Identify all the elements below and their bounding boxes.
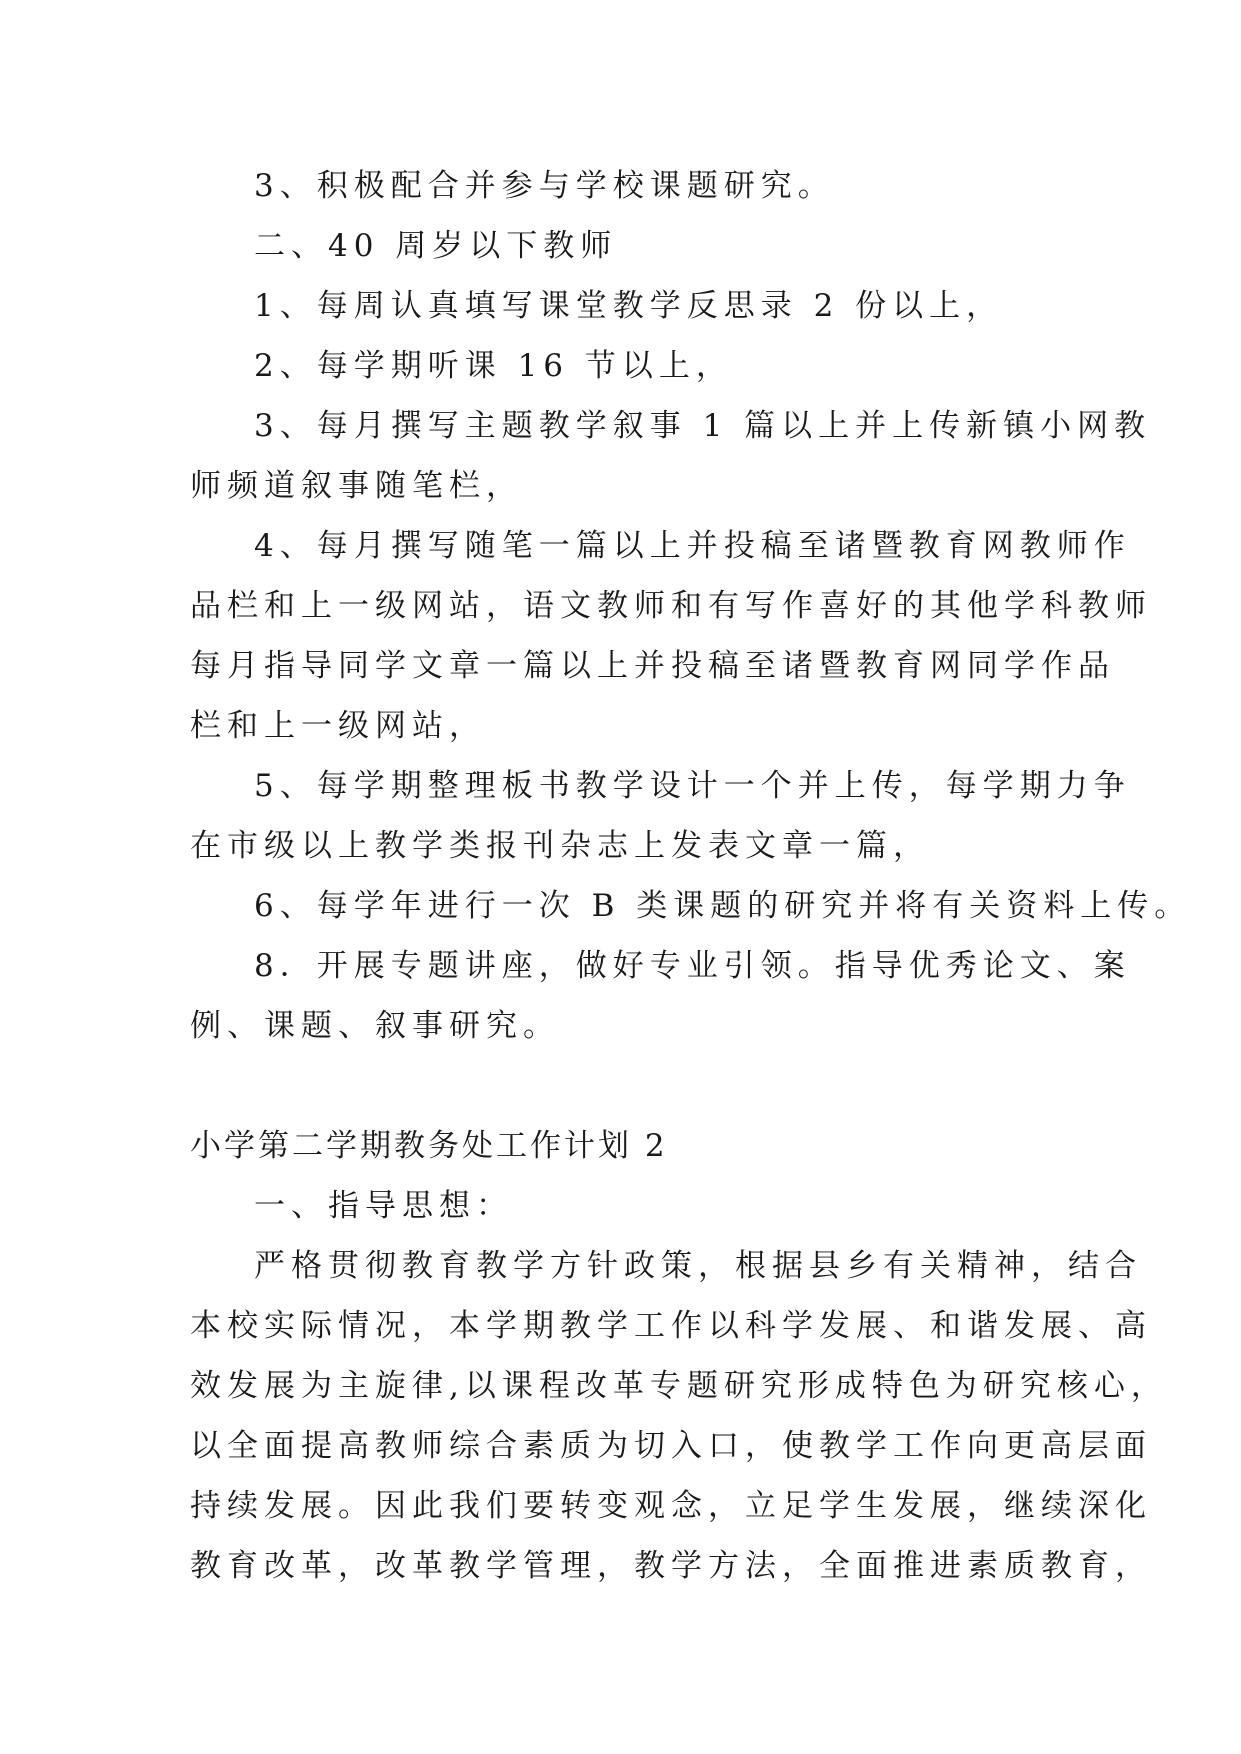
item-5-line-2: 在市级以上教学类报刊杂志上发表文章一篇， [190, 828, 930, 864]
item-4-line-3: 每月指导同学文章一篇以上并投稿至诸暨教育网同学作品 [190, 648, 1115, 684]
item-2: 2、每学期听课 16 节以上， [254, 348, 733, 384]
item-8-line-2: 例、课题、叙事研究。 [190, 1008, 560, 1044]
paragraph-line-1: 严格贯彻教育教学方针政策，根据县乡有关精神，结合 [254, 1248, 1142, 1284]
item-4-line-2: 品栏和上一级网站，语文教师和有写作喜好的其他学科教师 [190, 588, 1152, 624]
item-1: 1、每周认真填写课堂教学反思录 2 份以上， [254, 288, 1004, 324]
paragraph-line-3: 效发展为主旋律,以课程改革专题研究形成特色为研究核心， [190, 1368, 1168, 1404]
section-title: 小学第二学期教务处工作计划 2 [190, 1128, 668, 1164]
paragraph-line-4: 以全面提高教师综合素质为切入口，使教学工作向更高层面 [190, 1428, 1152, 1464]
item-8-line-1: 8．开展专题讲座，做好专业引领。指导优秀论文、案 [254, 948, 1131, 984]
item-3-line-1: 3、每月撰写主题教学叙事 1 篇以上并上传新镇小网教 [254, 408, 1152, 444]
item-5-line-1: 5、每学期整理板书教学设计一个并上传，每学期力争 [254, 768, 1131, 804]
paragraph-line-2: 本校实际情况，本学期教学工作以科学发展、和谐发展、高 [190, 1308, 1152, 1344]
item-4-line-1: 4、每月撰写随笔一篇以上并投稿至诸暨教育网教师作 [254, 528, 1131, 564]
heading-under-40: 二、40 周岁以下教师 [254, 228, 618, 264]
item-3-line-2: 师频道叙事随笔栏， [190, 468, 523, 504]
item-4-line-4: 栏和上一级网站， [190, 708, 486, 744]
item-3-research: 3、积极配合并参与学校课题研究。 [254, 168, 835, 204]
paragraph-line-6: 教育改革，改革教学管理，教学方法，全面推进素质教育， [190, 1548, 1152, 1584]
item-6: 6、每学年进行一次 B 类课题的研究并将有关资料上传。 [254, 888, 1192, 924]
paragraph-line-5: 持续发展。因此我们要转变观念，立足学生发展，继续深化 [190, 1488, 1152, 1524]
heading-guiding-thought: 一、指导思想： [254, 1188, 513, 1224]
